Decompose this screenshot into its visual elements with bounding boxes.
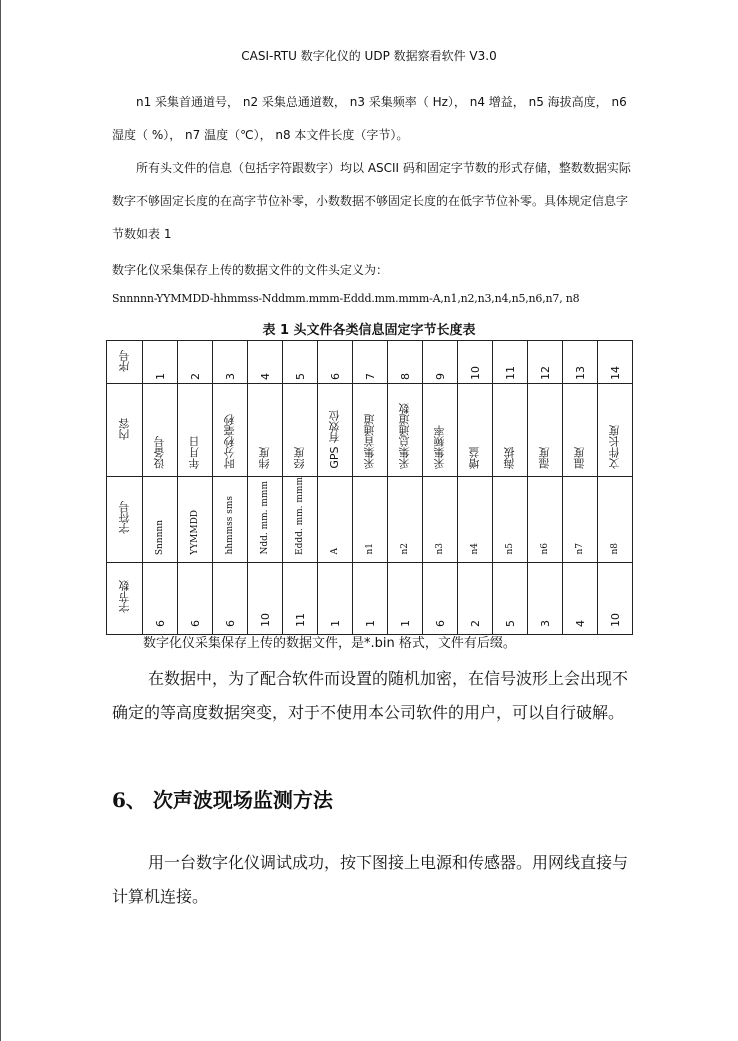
cell-content: 增益 xyxy=(468,447,481,469)
table-cell xyxy=(353,384,388,477)
cell-no: 11 xyxy=(503,366,517,380)
cell-symbol: n3 xyxy=(435,543,445,555)
table-cell xyxy=(283,384,318,477)
table-cell xyxy=(493,341,528,384)
table-cell xyxy=(213,341,248,384)
table-cell xyxy=(248,384,283,477)
cell-symbol: n7 xyxy=(575,543,585,555)
cell-no: 8 xyxy=(398,373,412,380)
cell-symbol: Ndd. mm. mmm xyxy=(260,481,270,555)
cell-symbol: YYMMDD xyxy=(190,510,200,555)
table-cell xyxy=(283,477,318,563)
cell-bytes: 6 xyxy=(188,619,202,627)
table-cell xyxy=(528,562,563,634)
row-label: 字符号 xyxy=(117,501,131,535)
cell-no: 5 xyxy=(293,373,307,380)
cell-no: 12 xyxy=(538,366,552,380)
cell-bytes: 10 xyxy=(258,612,272,627)
cell-bytes: 3 xyxy=(538,619,552,627)
table-cell xyxy=(143,384,178,477)
table-cell xyxy=(458,477,493,563)
cell-content: 设备号 xyxy=(153,436,166,469)
params-paragraph: n1 采集首通道号， n2 采集总通道数， n3 采集频率（ Hz）， n4 增益， n5 海拔高度， n6 湿度（ %）， n7 温度（℃）， n8 本文件长度（字节）。 xyxy=(112,95,627,142)
cell-no: 1 xyxy=(153,373,167,380)
cell-content: 海拔 xyxy=(503,447,516,469)
cell-content: 采集频率 xyxy=(433,425,446,469)
monitoring-paragraph: 用一台数字化仪调试成功，按下图接上电源和传感器。用网线直接与计算机连接。 xyxy=(112,853,629,906)
table-cell xyxy=(178,477,213,563)
row-label-cell xyxy=(107,384,143,477)
table-cell xyxy=(458,562,493,634)
table-cell xyxy=(458,384,493,477)
page-header: CASI-RTU 数字化仪的 UDP 数据察看软件 V3.0 xyxy=(241,49,497,63)
table-cell xyxy=(458,341,493,384)
table-cell xyxy=(563,562,598,634)
cell-content: 温度 xyxy=(573,447,586,469)
header-format-line: Snnnnn-YYMMDD-hhmmss-Nddmm.mmm-Eddd.mm.mmm-A,n1,n2,n3,n4,n5,n6,n7, n8 xyxy=(112,292,580,305)
table-cell xyxy=(598,384,633,477)
table-cell xyxy=(423,384,458,477)
table-cell xyxy=(248,341,283,384)
table-cell xyxy=(353,562,388,634)
cell-symbol: Snnnnn xyxy=(155,519,165,555)
cell-symbol: n4 xyxy=(470,543,480,555)
cell-no: 9 xyxy=(433,373,447,380)
table-cell xyxy=(528,341,563,384)
cell-bytes: 1 xyxy=(328,619,342,627)
row-label-cell xyxy=(107,477,143,563)
table-cell xyxy=(493,384,528,477)
cell-no: 13 xyxy=(573,366,587,380)
cell-bytes: 6 xyxy=(433,619,447,627)
table-cell xyxy=(143,341,178,384)
cell-symbol: n2 xyxy=(400,543,410,555)
row-label: 内容 xyxy=(117,417,131,440)
page-left-border xyxy=(0,0,1,1041)
cell-symbol: A xyxy=(330,548,340,555)
cell-symbol: n5 xyxy=(505,543,515,555)
table-cell xyxy=(283,341,318,384)
cell-no: 7 xyxy=(363,373,377,380)
header-field-table xyxy=(106,340,633,635)
cell-bytes: 5 xyxy=(503,619,517,627)
cell-content: 湿度 xyxy=(538,447,551,469)
cell-content: 文件长度 xyxy=(608,425,621,469)
header-definition-label: 数字化仪采集保存上传的数据文件的文件头定义为： xyxy=(112,263,389,277)
cell-symbol: n1 xyxy=(365,543,375,555)
table-cell xyxy=(598,562,633,634)
table-cell xyxy=(248,477,283,563)
table-row-symbol xyxy=(107,477,633,563)
table-cell xyxy=(598,341,633,384)
cell-content: 纬度 xyxy=(258,447,271,469)
row-label-cell xyxy=(107,341,143,384)
table-cell xyxy=(423,562,458,634)
cell-symbol: n6 xyxy=(540,543,550,555)
cell-content: 采集首通道 xyxy=(363,414,376,469)
table-cell xyxy=(528,384,563,477)
table-cell xyxy=(178,341,213,384)
encryption-paragraph: 在数据中，为了配合软件而设置的随机加密，在信号波形上会出现不确定的等高度数据突变，对于不使用本公司软件的用户，可以自行破解。 xyxy=(112,669,629,722)
table-cell xyxy=(283,562,318,634)
table-cell xyxy=(563,341,598,384)
cell-no: 6 xyxy=(328,373,342,380)
cell-bytes: 11 xyxy=(293,612,307,627)
cell-bytes: 1 xyxy=(398,619,412,627)
table-cell xyxy=(353,341,388,384)
cell-no: 10 xyxy=(468,366,482,380)
table-cell xyxy=(213,384,248,477)
table-cell xyxy=(388,562,423,634)
cell-bytes: 6 xyxy=(223,619,237,627)
row-label: 序号 xyxy=(117,349,131,372)
table-cell xyxy=(178,562,213,634)
cell-symbol: hhmmss sms xyxy=(225,496,235,555)
cell-content: 采集总通道数 xyxy=(398,403,411,469)
table-cell xyxy=(318,384,353,477)
table-caption: 表 1 头文件各类信息固定字节长度表 xyxy=(262,323,476,338)
table-cell xyxy=(563,384,598,477)
cell-content: GPS 有效位 xyxy=(328,410,341,469)
table-cell xyxy=(353,477,388,563)
cell-bytes: 6 xyxy=(153,619,167,627)
table-cell xyxy=(388,384,423,477)
cell-no: 14 xyxy=(608,366,622,380)
section-heading: 6、 次声波现场监测方法 xyxy=(112,788,333,812)
table-row-bytes xyxy=(107,562,633,634)
cell-no: 4 xyxy=(258,373,272,380)
cell-content: 时分秒毫秒 xyxy=(223,414,236,469)
table-cell xyxy=(318,341,353,384)
table-cell xyxy=(178,384,213,477)
row-label: 字节数 xyxy=(117,580,131,614)
table-cell xyxy=(318,562,353,634)
table-cell xyxy=(493,477,528,563)
table-cell xyxy=(213,562,248,634)
table-cell xyxy=(528,477,563,563)
table-cell xyxy=(493,562,528,634)
table-row-number xyxy=(107,341,633,384)
table-cell xyxy=(598,477,633,563)
bin-format-note: 数字化仪采集保存上传的数据文件，是*.bin 格式，文件有后缀。 xyxy=(143,636,516,651)
cell-no: 3 xyxy=(223,373,237,380)
table-cell xyxy=(423,477,458,563)
table-cell xyxy=(143,562,178,634)
table-cell xyxy=(213,477,248,563)
encoding-paragraph: 所有头文件的信息（包括字符跟数字）均以 ASCII 码和固定字节数的形式存储，整数数据实际数字不够固定长度的在高字节位补零，小数数据不够固定长度的在低字节位补零。具体规定信息字节数如表 1 xyxy=(112,161,631,241)
cell-content: 经度 xyxy=(293,447,306,469)
cell-no: 2 xyxy=(188,373,202,380)
cell-content: 年月日 xyxy=(188,436,201,469)
cell-symbol: n8 xyxy=(610,543,620,555)
table-cell xyxy=(318,477,353,563)
table-cell xyxy=(388,477,423,563)
cell-bytes: 2 xyxy=(468,619,482,627)
cell-bytes: 1 xyxy=(363,619,377,627)
cell-bytes: 10 xyxy=(608,612,622,627)
table-cell xyxy=(388,341,423,384)
table-row-content xyxy=(107,384,633,477)
table-cell xyxy=(563,477,598,563)
table-cell xyxy=(423,341,458,384)
row-label-cell xyxy=(107,562,143,634)
cell-symbol: Eddd. mm. mmm xyxy=(295,477,305,555)
table-cell xyxy=(248,562,283,634)
cell-bytes: 4 xyxy=(573,619,587,627)
table-cell xyxy=(143,477,178,563)
